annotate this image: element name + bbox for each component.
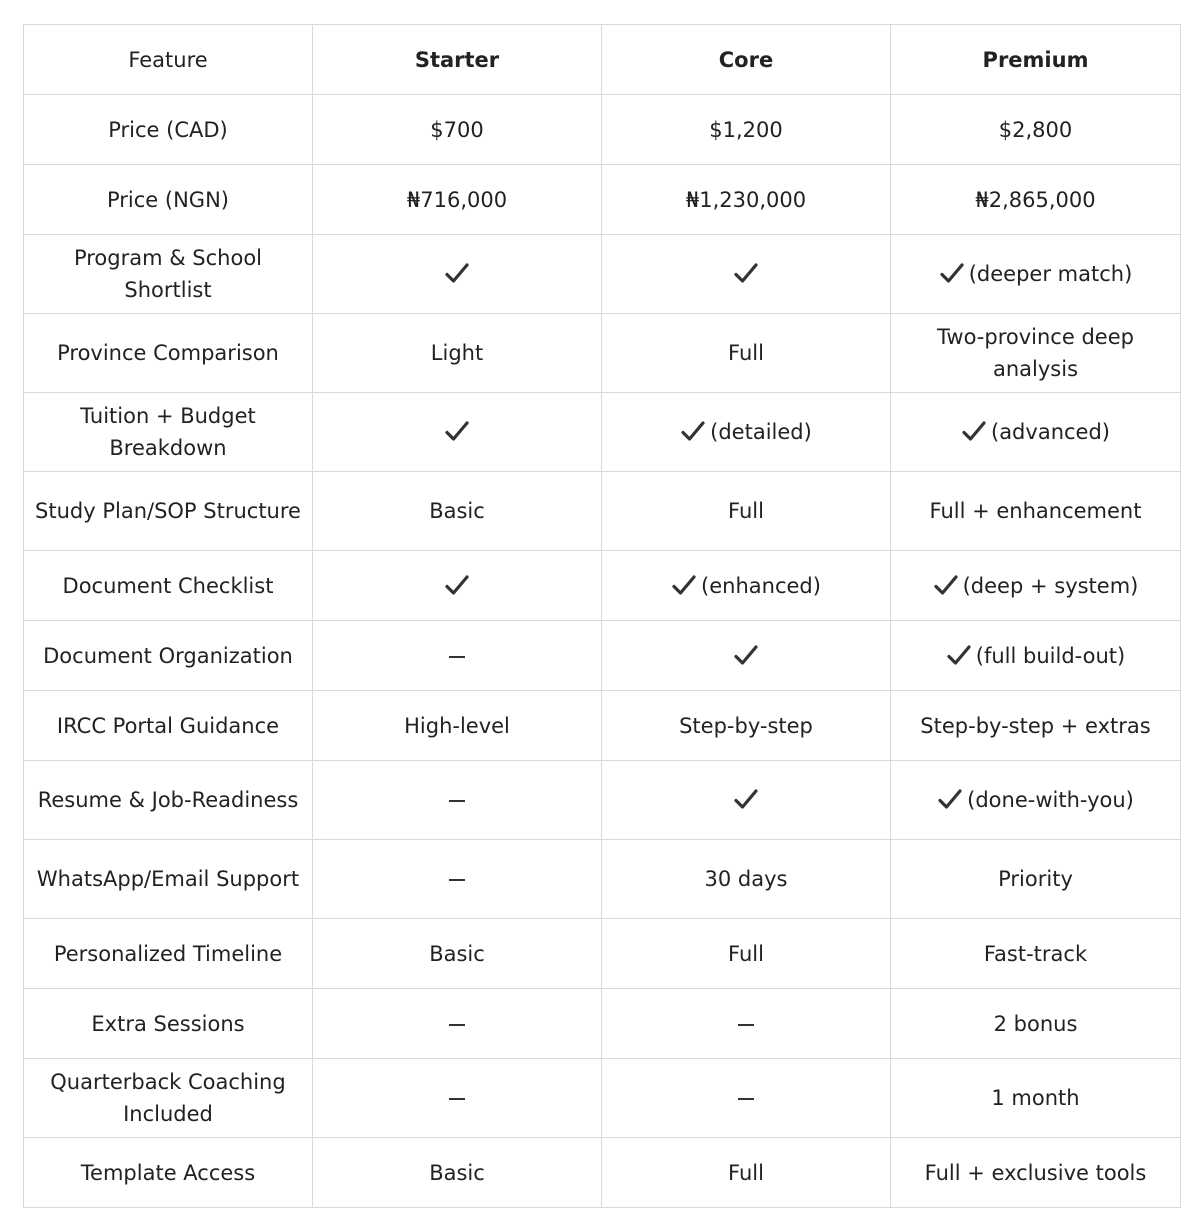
feature-cell: Program & School Shortlist [24, 235, 313, 314]
core-cell [602, 621, 891, 691]
premium-cell [891, 621, 1181, 691]
premium-cell [891, 551, 1181, 621]
starter-cell [313, 95, 602, 165]
core-cell [602, 551, 891, 621]
cell-value: Basic [429, 499, 485, 523]
check-note: (deeper match) [968, 262, 1133, 286]
starter-cell [313, 1138, 602, 1208]
dash-icon [449, 800, 465, 802]
checkmark-icon [939, 261, 965, 285]
comparison-table-container [23, 24, 1180, 1208]
feature-cell: Extra Sessions [24, 989, 313, 1059]
cell-value: Step-by-step + extras [920, 713, 1151, 738]
feature-cell: Province Comparison [24, 314, 313, 393]
starter-cell [313, 551, 602, 621]
table-row [24, 919, 1181, 989]
table-row [24, 95, 1181, 165]
table-row [24, 314, 1181, 393]
cell-value: $2,800 [998, 117, 1073, 142]
premium-cell [891, 393, 1181, 472]
header-feature: Feature [24, 25, 313, 95]
cell-value: $1,200 [709, 117, 783, 142]
starter-cell [313, 314, 602, 393]
checkmark-icon [933, 573, 959, 597]
core-cell [602, 840, 891, 919]
table-row [24, 472, 1181, 551]
premium-cell [891, 165, 1181, 235]
starter-cell [313, 393, 602, 472]
dash-icon [449, 1098, 465, 1100]
table-row [24, 691, 1181, 761]
table-row [24, 1059, 1181, 1138]
cell-value: Basic [429, 1160, 485, 1185]
core-cell [602, 989, 891, 1059]
table-body [24, 95, 1181, 1208]
cell-value: Full [728, 1160, 764, 1185]
dash-icon [738, 1098, 754, 1100]
premium-cell [891, 840, 1181, 919]
checkmark-icon [680, 419, 706, 443]
core-cell [602, 919, 891, 989]
core-cell [602, 235, 891, 314]
starter-cell [313, 919, 602, 989]
core-cell [602, 1138, 891, 1208]
cell-value: Priority [998, 867, 1073, 891]
starter-cell [313, 621, 602, 691]
cell-value: Fast-track [983, 941, 1088, 966]
starter-cell [313, 1059, 602, 1138]
starter-cell [313, 472, 602, 551]
dash-icon [449, 879, 465, 881]
cell-value: ₦1,230,000 [685, 187, 807, 212]
feature-cell: Template Access [24, 1138, 313, 1208]
cell-value: Step-by-step [679, 713, 813, 738]
feature-cell: WhatsApp/Email Support [24, 840, 313, 919]
core-cell [602, 393, 891, 472]
cell-value: $700 [430, 117, 484, 142]
feature-cell: Resume & Job-Readiness [24, 761, 313, 840]
checkmark-icon [733, 643, 759, 667]
pricing-comparison-table [23, 24, 1181, 1208]
feature-cell: Document Checklist [24, 551, 313, 621]
starter-cell [313, 165, 602, 235]
table-header-row [24, 25, 1181, 95]
check-note: (full build-out) [975, 643, 1126, 668]
premium-cell [891, 95, 1181, 165]
checkmark-icon [937, 787, 963, 811]
premium-cell [891, 1059, 1181, 1138]
premium-cell [891, 235, 1181, 314]
cell-value: ₦716,000 [406, 187, 508, 212]
premium-cell [891, 989, 1181, 1059]
cell-value: Full [728, 499, 764, 523]
core-cell [602, 314, 891, 393]
feature-cell: Quarterback Coaching Included [24, 1059, 313, 1138]
checkmark-icon [733, 261, 759, 285]
table-row [24, 165, 1181, 235]
table-row [24, 761, 1181, 840]
starter-cell [313, 989, 602, 1059]
table-row [24, 989, 1181, 1059]
feature-cell: IRCC Portal Guidance [24, 691, 313, 761]
checkmark-icon [961, 419, 987, 443]
table-row [24, 393, 1181, 472]
feature-cell: Personalized Timeline [24, 919, 313, 989]
check-note: (done-with-you) [967, 788, 1134, 812]
starter-cell [313, 840, 602, 919]
checkmark-icon [444, 419, 470, 443]
table-row [24, 840, 1181, 919]
checkmark-icon [671, 573, 697, 597]
feature-cell: Document Organization [24, 621, 313, 691]
premium-cell [891, 691, 1181, 761]
cell-value: High-level [404, 713, 510, 738]
core-cell [602, 1059, 891, 1138]
table-row [24, 235, 1181, 314]
core-cell [602, 95, 891, 165]
cell-value: 2 bonus [993, 1011, 1078, 1036]
table-row [24, 551, 1181, 621]
feature-cell: Price (NGN) [24, 165, 313, 235]
checkmark-icon [444, 261, 470, 285]
table-row [24, 621, 1181, 691]
premium-cell [891, 919, 1181, 989]
check-note: (enhanced) [701, 573, 821, 598]
cell-value: 1 month [991, 1086, 1080, 1110]
premium-cell [891, 761, 1181, 840]
checkmark-icon [733, 787, 759, 811]
cell-value: Full [728, 341, 764, 365]
cell-value: Full [728, 941, 764, 966]
dash-icon [738, 1024, 754, 1026]
cell-value: Two-province deep analysis [937, 325, 1134, 381]
cell-value: Basic [429, 941, 485, 966]
checkmark-icon [444, 573, 470, 597]
header-core: Core [602, 25, 891, 95]
core-cell [602, 472, 891, 551]
check-note: (advanced) [991, 420, 1110, 444]
feature-cell: Study Plan/SOP Structure [24, 472, 313, 551]
cell-value: 30 days [704, 867, 788, 891]
cell-value: Light [430, 341, 484, 365]
checkmark-icon [946, 643, 972, 667]
premium-cell [891, 1138, 1181, 1208]
table-row [24, 1138, 1181, 1208]
dash-icon [449, 1024, 465, 1026]
premium-cell [891, 314, 1181, 393]
core-cell [602, 691, 891, 761]
starter-cell [313, 235, 602, 314]
premium-cell [891, 472, 1181, 551]
cell-value: ₦2,865,000 [975, 187, 1096, 212]
feature-cell: Tuition + Budget Breakdown [24, 393, 313, 472]
header-starter: Starter [313, 25, 602, 95]
cell-value: Full + exclusive tools [924, 1160, 1147, 1185]
feature-cell: Price (CAD) [24, 95, 313, 165]
check-note: (deep + system) [962, 573, 1139, 598]
core-cell [602, 165, 891, 235]
header-premium: Premium [891, 25, 1181, 95]
dash-icon [449, 656, 465, 658]
starter-cell [313, 761, 602, 840]
starter-cell [313, 691, 602, 761]
core-cell [602, 761, 891, 840]
check-note: (detailed) [710, 420, 812, 444]
cell-value: Full + enhancement [929, 499, 1142, 523]
